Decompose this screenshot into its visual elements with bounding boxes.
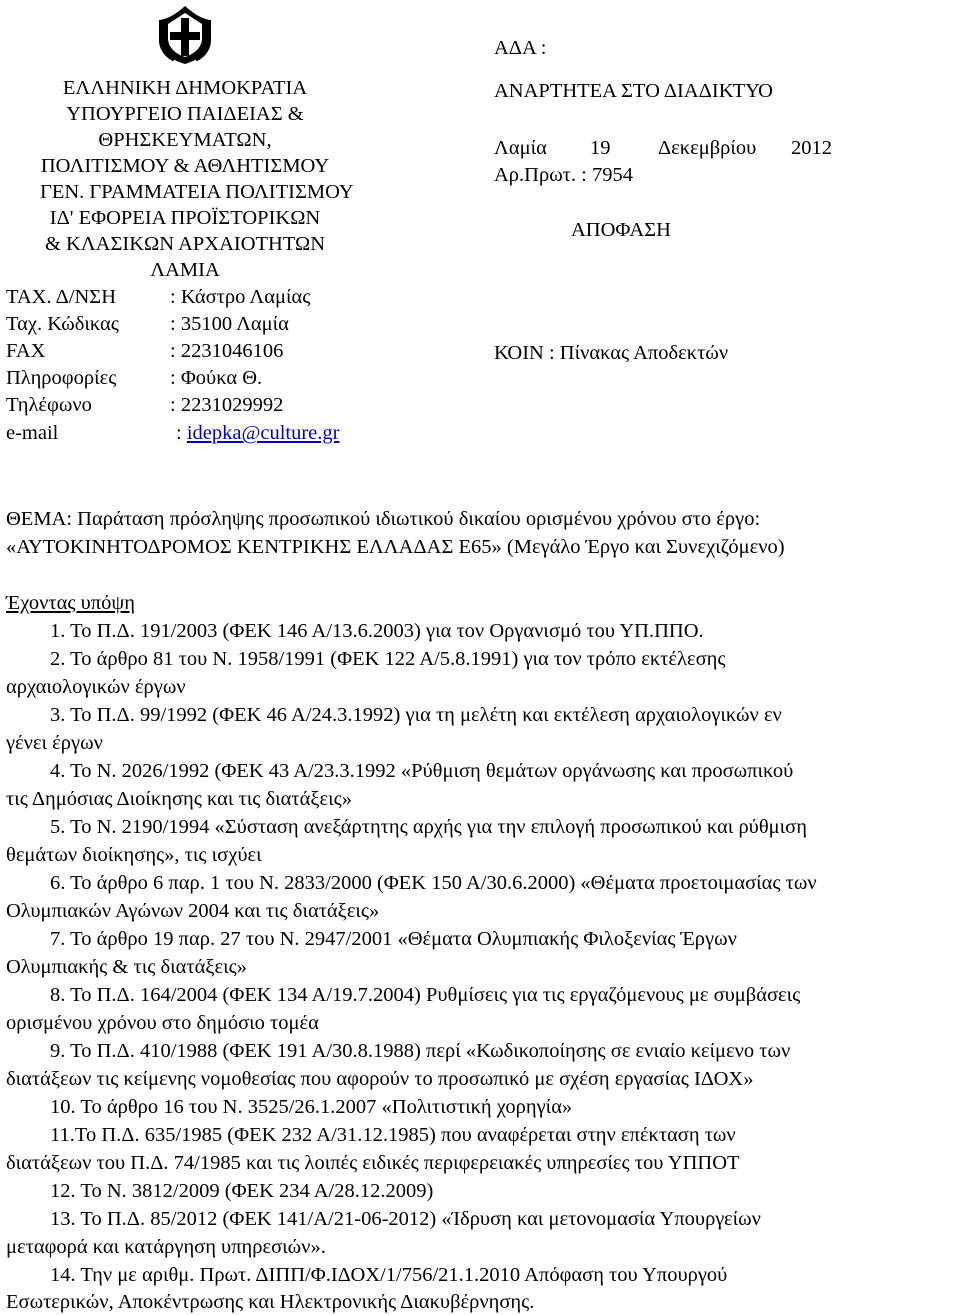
- considering-line: θεμάτων διοίκησης», τις ισχύει: [6, 844, 262, 866]
- considering-line: διατάξεων του Π.Δ. 74/1985 και τις λοιπές ειδικές περιφερειακές υπηρεσίες του ΥΠΠΟΤ: [6, 1152, 740, 1174]
- considering-line: 4. Το Ν. 2026/1992 (ΦΕΚ 43 Α/23.3.1992 «Ρύθμιση θεμάτων οργάνωσης και προσωπικού: [50, 760, 794, 782]
- subject-line-1: ΘΕΜΑ: Παράταση πρόσληψης προσωπικού ιδιωτικού δικαίου ορισμένου χρόνου στο έργο:: [6, 508, 761, 530]
- org-line-6: ΙΔ' ΕΦΟΡΕΙΑ ΠΡΟΪΣΤΟΡΙΚΩΝ: [49, 207, 321, 229]
- email-prefix: :: [176, 422, 187, 444]
- considering-line: 5. Το Ν. 2190/1994 «Σύσταση ανεξάρτητης αρχής για την επιλογή προσωπικού και ρύθμιση: [50, 816, 807, 838]
- post-notice: ΑΝΑΡΤΗΤΕΑ ΣΤΟ ΔΙΑΔΙΚΤΥΟ: [494, 80, 773, 102]
- contact-value-phone: : 2231029992: [170, 394, 284, 416]
- contact-label-info: Πληροφορίες: [6, 367, 117, 389]
- koin-recipients: ΚΟΙΝ : Πίνακας Αποδεκτών: [494, 342, 729, 364]
- date-day: 19: [590, 137, 611, 159]
- considering-line: διατάξεων τις κείμενης νομοθεσίας που αφορούν το προσωπικό με σχέση εργασίας ΙΔΟΧ»: [6, 1068, 754, 1090]
- contact-value-fax: : 2231046106: [170, 340, 284, 362]
- considering-line: γένει έργων: [6, 732, 103, 754]
- contact-label-postcode: Ταχ. Κώδικας: [6, 313, 119, 335]
- org-line-2: ΥΠΟΥΡΓΕΙΟ ΠΑΙΔΕΙΑΣ &: [66, 103, 304, 125]
- considering-line: μεταφορά και κατάργηση υπηρεσιών».: [6, 1236, 326, 1258]
- org-line-3: ΘΡΗΣΚΕΥΜΑΤΩΝ,: [98, 129, 272, 151]
- contact-value-email: [176, 423, 339, 444]
- considering-line: 1. Το Π.Δ. 191/2003 (ΦΕΚ 146 Α/13.6.2003) για τον Οργανισμό του ΥΠ.ΠΠΟ.: [50, 620, 704, 642]
- considering-heading: Έχοντας υπόψη: [6, 592, 135, 614]
- protocol-number: Αρ.Πρωτ. : 7954: [494, 164, 633, 186]
- considering-line: Εσωτερικών, Αποκέντρωσης και Ηλεκτρονικής Διακυβέρνησης.: [6, 1291, 535, 1313]
- considering-line: 6. Το άρθρο 6 παρ. 1 του Ν. 2833/2000 (ΦΕΚ 150 Α/30.6.2000) «Θέματα προετοιμασίας των: [50, 872, 817, 894]
- contact-label-address: ΤΑΧ. Δ/ΝΣΗ: [6, 286, 117, 308]
- email-link[interactable]: idepka@culture.gr: [186, 422, 340, 444]
- org-line-5: ΓΕΝ. ΓΡΑΜΜΑΤΕΙΑ ΠΟΛΙΤΙΣΜΟΥ: [40, 181, 354, 203]
- contact-label-phone: Τηλέφωνο: [6, 394, 92, 416]
- considering-line: Ολυμπιακής & τις διατάξεις»: [6, 956, 248, 978]
- contact-value-address: : Κάστρο Λαμίας: [170, 286, 311, 308]
- considering-line: 9. Το Π.Δ. 410/1988 (ΦΕΚ 191 Α/30.8.1988) περί «Κωδικοποίησης σε ενιαίο κείμενο των: [50, 1040, 791, 1062]
- date-city: Λαμία: [494, 137, 547, 159]
- considering-line: 13. Το Π.Δ. 85/2012 (ΦΕΚ 141/Α/21-06-2012) «Ίδρυση και μετονομασία Υπουργείων: [50, 1208, 761, 1230]
- considering-line: 14. Την με αριθμ. Πρωτ. ΔΙΠΠ/Φ.ΙΔΟΧ/1/756/21.1.2010 Απόφαση του Υπουργού: [50, 1264, 728, 1286]
- considering-line: 7. Το άρθρο 19 παρ. 27 του Ν. 2947/2001 «Θέματα Ολυμπιακής Φιλοξενίας Έργων: [50, 928, 737, 950]
- org-line-4: ΠΟΛΙΤΙΣΜΟΥ & ΑΘΛΗΤΙΣΜΟΥ: [40, 155, 330, 177]
- considering-line: 12. Το Ν. 3812/2009 (ΦΕΚ 234 Α/28.12.2009): [50, 1180, 434, 1202]
- considering-line: τις Δημόσιας Διοίκησης και τις διατάξεις»: [6, 788, 353, 810]
- contact-label-email: e-mail: [6, 422, 59, 444]
- ada-label: ΑΔΑ :: [494, 37, 547, 59]
- considering-line: 2. Το άρθρο 81 του Ν. 1958/1991 (ΦΕΚ 122 Α/5.8.1991) για τον τρόπο εκτέλεσης: [50, 648, 726, 670]
- considering-line: Ολυμπιακών Αγώνων 2004 και τις διατάξεις»: [6, 900, 380, 922]
- date-year: 2012: [791, 137, 832, 159]
- decision-title: ΑΠΟΦΑΣΗ: [571, 219, 671, 241]
- considering-line: αρχαιολογικών έργων: [6, 676, 186, 698]
- greek-coat-of-arms-icon: [154, 4, 216, 66]
- contact-value-postcode: : 35100 Λαμία: [170, 313, 289, 335]
- considering-line: 3. Το Π.Δ. 99/1992 (ΦΕΚ 46 Α/24.3.1992) για τη μελέτη και εκτέλεση αρχαιολογικών εν: [50, 704, 782, 726]
- org-line-1: ΕΛΛΗΝΙΚΗ ΔΗΜΟΚΡΑΤΙΑ: [62, 77, 308, 99]
- org-line-7: & ΚΛΑΣΙΚΩΝ ΑΡΧΑΙΟΤΗΤΩΝ: [44, 233, 326, 255]
- considering-line: 8. Το Π.Δ. 164/2004 (ΦΕΚ 134 Α/19.7.2004) Ρυθμίσεις για τις εργαζόμενους με συμβάσεις: [50, 984, 801, 1006]
- date-month: Δεκεμβρίου: [658, 137, 757, 159]
- considering-line: 11.Το Π.Δ. 635/1985 (ΦΕΚ 232 Α/31.12.1985) που αναφέρεται στην επέκταση των: [50, 1124, 736, 1146]
- considering-line: ορισμένου χρόνου στο δημόσιο τομέα: [6, 1012, 319, 1034]
- org-line-8: ΛΑΜΙΑ: [150, 259, 220, 281]
- contact-value-info: : Φούκα Θ.: [170, 367, 263, 389]
- contact-label-fax: FAX: [6, 340, 46, 362]
- subject-line-2: «ΑΥΤΟΚΙΝΗΤΟΔΡΟΜΟΣ ΚΕΝΤΡΙΚΗΣ ΕΛΛΑΔΑΣ Ε65» (Μεγάλο Έργο και Συνεχιζόμενο): [6, 536, 785, 558]
- considering-line: 10. Το άρθρο 16 του Ν. 3525/26.1.2007 «Πολιτιστική χορηγία»: [50, 1096, 573, 1118]
